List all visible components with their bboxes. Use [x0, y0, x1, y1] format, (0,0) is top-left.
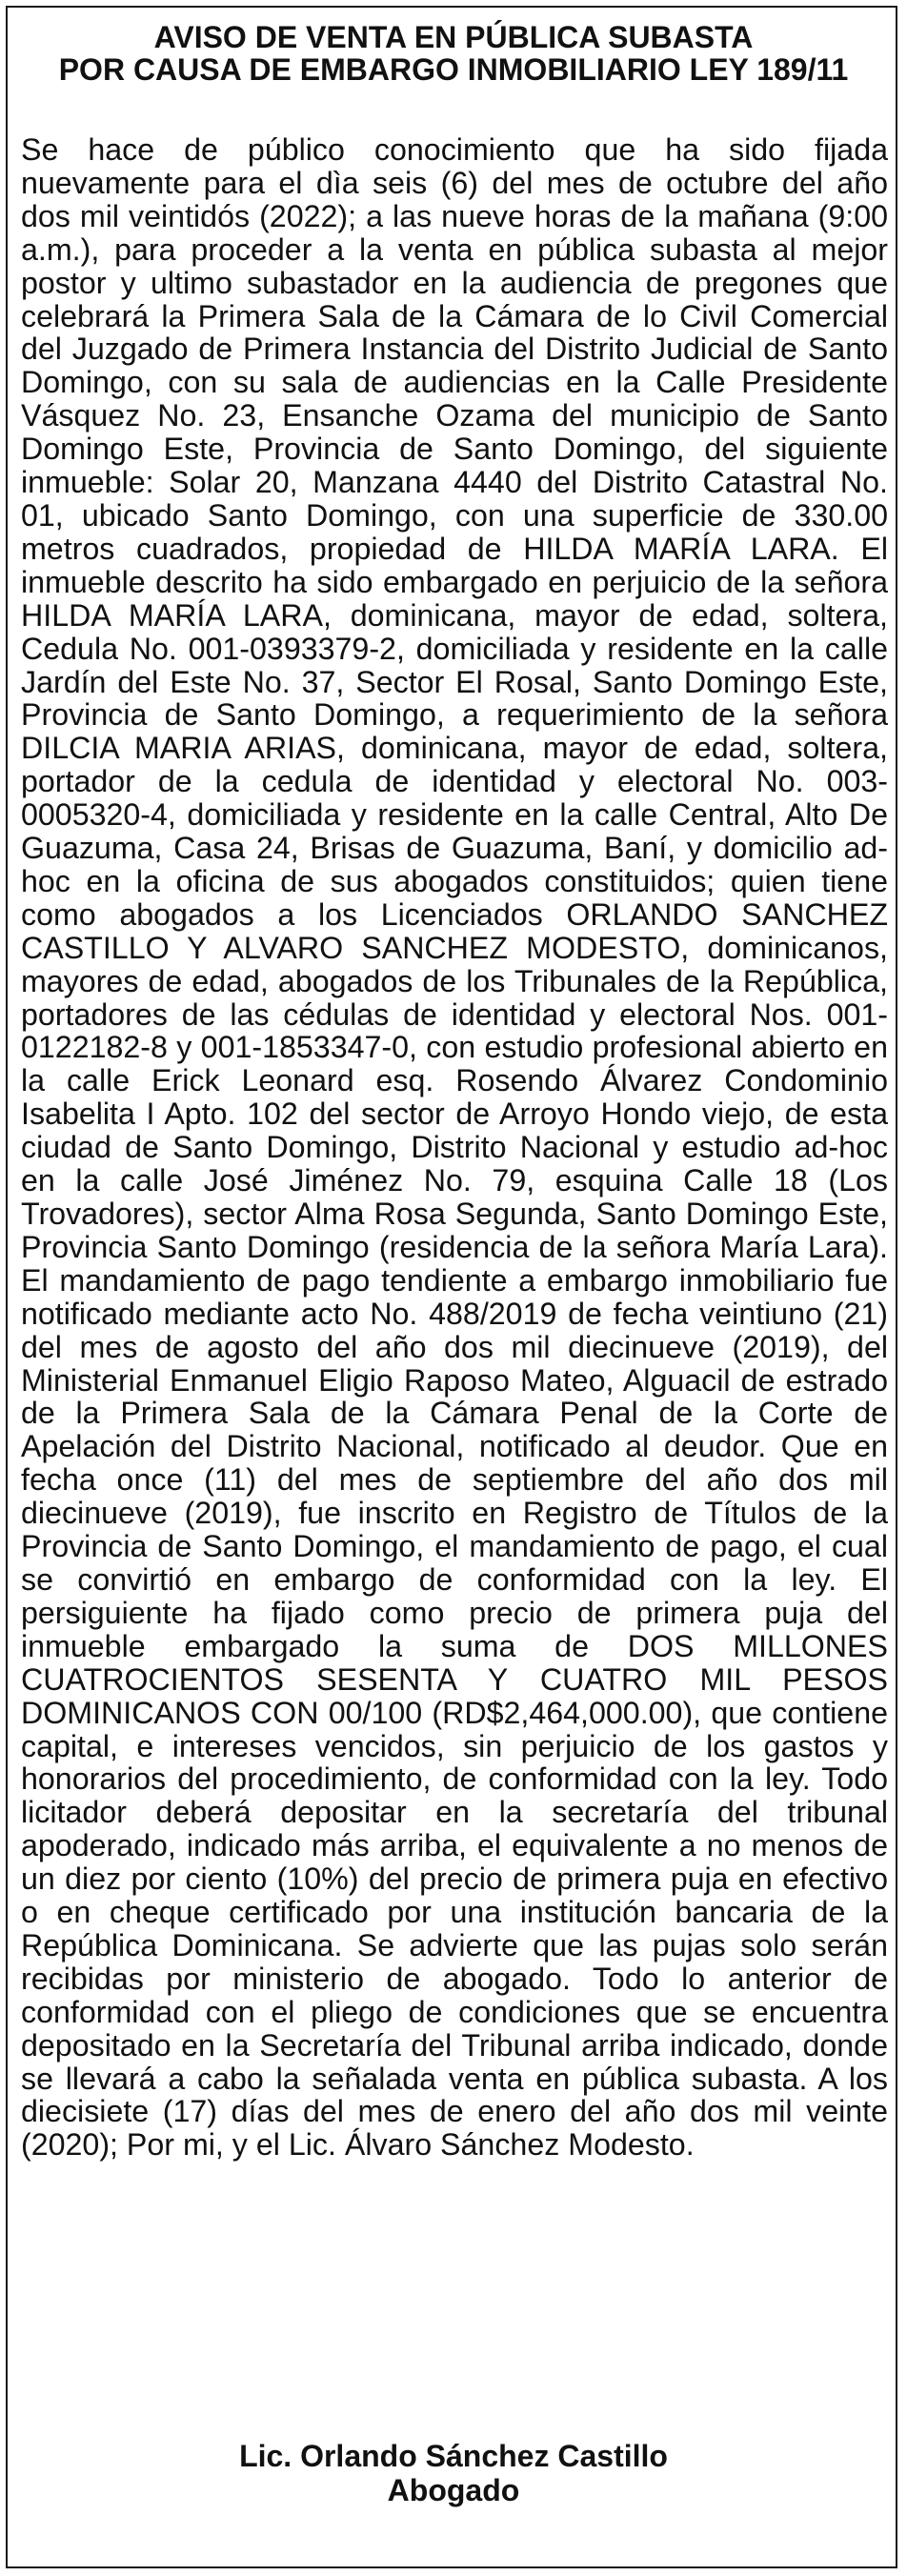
signature-name: Lic. Orlando Sánchez Castillo — [239, 2439, 668, 2473]
title-line-2: POR CAUSA DE EMBARGO INMOBILIARIO LEY 189/11 — [58, 52, 849, 87]
signature-role: Abogado — [387, 2473, 520, 2507]
title-line-1: AVISO DE VENTA EN PÚBLICA SUBASTA — [153, 20, 754, 54]
signature-block — [19, 2439, 888, 2507]
notice-title — [19, 21, 888, 86]
notice-body: Se hace de público conocimiento que ha sido fijada nuevamente para el dìa seis (6) del mes de octubre del año dos mil veintidós (2022); a las nueve horas de la mañana (9:00 a.m.), para proceder a la venta en pública subasta al mejor postor y ultimo subastador en la audiencia de pregones que celebrará la Primera Sala de la Cámara de lo Civil Comercial del Juzgado de Primera Instancia del Distrito Judicial de Santo Domingo, con su sala de audiencias en la Calle Presidente Vásquez No. 23, Ensanche Ozama del municipio de Santo Domingo Este, Provincia de Santo Domingo, del siguiente inmueble: Solar 20, Manzana 4440 del Distrito Catastral No. 01, ubicado Santo Domingo, con una superficie de 330.00 metros cuadrados, propiedad de HILDA MARÍA LARA. El inmueble descrito ha sido embargado en perjuicio de la señora HILDA MARÍA LARA, dominicana, mayor de edad, soltera, Cedula No. 001-0393379-2, domiciliada y residente en la calle Jardín del Este No. 37, Sector El Rosal, Santo Domingo Este, Provincia de Santo Domingo, a requerimiento de la señora DILCIA MARIA ARIAS, dominicana, mayor de edad, soltera, portador de la cedula de identidad y electoral No. 003-0005320-4, domiciliada y residente en la calle Central, Alto De Guazuma, Casa 24, Brisas de Guazuma, Baní, y domicilio ad-hoc en la oficina de sus abogados constituidos; quien tiene como abogados a los Licenciados ORLANDO SANCHEZ CASTILLO Y ALVARO SANCHEZ MODESTO, dominicanos, mayores de edad, abogados de los Tribunales de la República, portadores de las cédulas de identidad y electoral Nos. 001-0122182-8 y 001-1853347-0, con estudio profesional abierto en la calle Erick Leonard esq. Rosendo Álvarez Condominio Isabelita I Apto. 102 del sector de Arroyo Hondo viejo, de esta ciudad de Santo Domingo, Distrito Nacional y estudio ad-hoc en la calle José Jiménez No. 79, esquina Calle 18 (Los Trovadores), sector Alma Rosa Segunda, Santo Domingo Este, Provincia Santo Domingo (residencia de la señora María Lara). El mandamiento de pago tendiente a embargo inmobiliario fue notificado mediante acto No. 488/2019 de fecha veintiuno (21) del mes de agosto del año dos mil diecinueve (2019), del Ministerial Enmanuel Eligio Raposo Mateo, Alguacil de estrado de la Primera Sala de la Cámara Penal de la Corte de Apelación del Distrito Nacional, notificado al deudor. Que en fecha once (11) del mes de septiembre del año dos mil diecinueve (2019), fue inscrito en Registro de Títulos de la Provincia de Santo Domingo, el mandamiento de pago, el cual se convirtió en embargo de conformidad con la ley. El persiguiente ha fijado como precio de primera puja del inmueble embargado la suma de DOS MILLONES CUATROCIENTOS SESENTA Y CUATRO MIL PESOS DOMINICANOS CON 00/100 (RD$2,464,000.00), que contiene capital, e intereses vencidos, sin perjuicio de los gastos y honorarios del procedimiento, de conformidad con la ley. Todo licitador deberá depositar en la secretaría del tribunal apoderado, indicado más arriba, el equivalente a no menos de un diez por ciento (10%) del precio de primera puja en efectivo o en cheque certificado por una institución bancaria de la República Dominicana. Se advierte que las pujas solo serán recibidas por ministerio de abogado. Todo lo anterior de conformidad con el pliego de condiciones que se encuentra depositado en la Secretaría del Tribunal arriba indicado, donde se llevará a cabo la señalada venta en pública subasta. A los diecisiete (17) días del mes de enero del año dos mil veinte (2020); Por mi, y el Lic. Álvaro Sánchez Modesto. — [21, 132, 888, 2163]
